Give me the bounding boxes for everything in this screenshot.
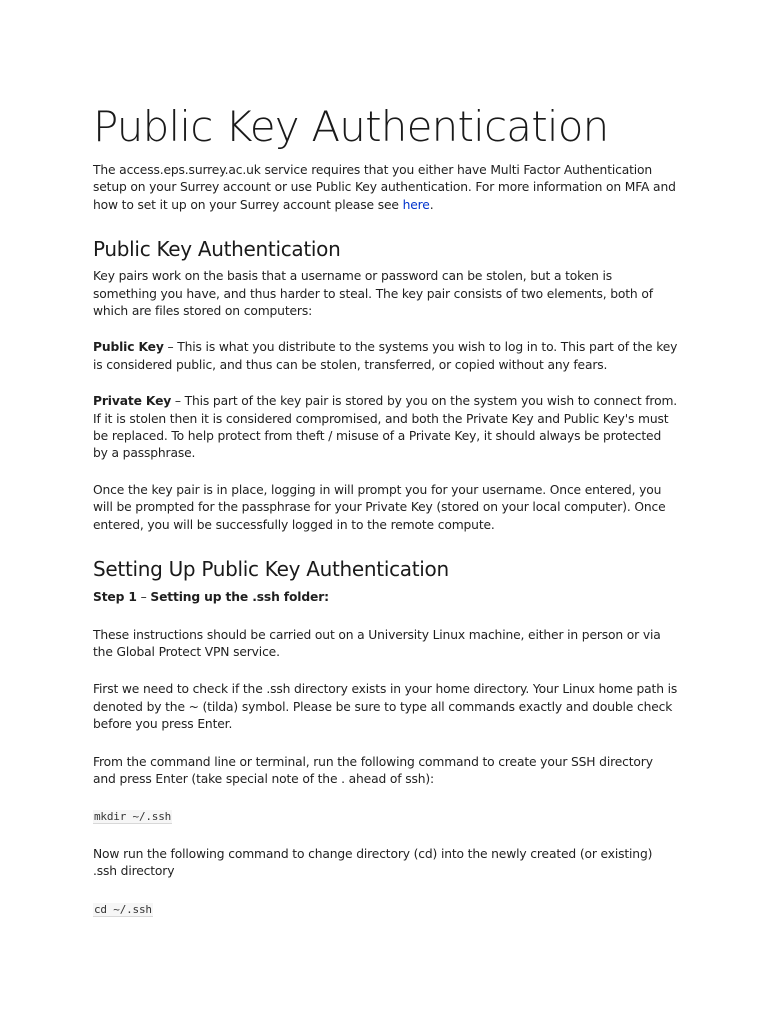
section-heading-setup: Setting Up Public Key Authentication bbox=[93, 557, 449, 582]
login-flow-paragraph: Once the key pair is in place, logging in will prompt you for your username. Once entered, you will be prompted for the passphrase for your Private Key (stored on your local computer). Once entered, you will be successfully logged in to the remote compute. bbox=[93, 482, 666, 532]
public-key-desc: – This is what you distribute to the systems you wish to log in to. This part of the key is considered public, and thus can be stolen, transferred, or copied without any fears. bbox=[93, 340, 678, 372]
key-pairs-paragraph: Key pairs work on the basis that a username or password can be stolen, but a token is something you have, and thus harder to steal. The key pair consists of two elements, both of which are files stored on computers: bbox=[93, 269, 653, 319]
intro-paragraph bbox=[93, 162, 678, 214]
create-directory-paragraph: From the command line or terminal, run the following command to create your SSH directory and press Enter (take special note of the . ahead of ssh): bbox=[93, 754, 653, 786]
private-key-desc: – This part of the key pair is stored by you on the system you wish to connect from. If it is stolen then it is considered compromised, and both the Private Key and Public Key's must be replaced. To help protect from theft / misuse of a Private Key, it should always be protected by a passphrase. bbox=[93, 394, 678, 461]
mfa-info-link[interactable]: here bbox=[402, 197, 430, 212]
step1-label: Step 1 bbox=[93, 590, 137, 605]
document-page bbox=[93, 98, 678, 918]
private-key-paragraph bbox=[93, 393, 678, 463]
mkdir-command-line bbox=[93, 808, 678, 825]
step1-title: Setting up the .ssh folder: bbox=[150, 590, 329, 605]
public-key-paragraph bbox=[93, 339, 678, 374]
mkdir-command[interactable]: mkdir ~/.ssh bbox=[94, 810, 172, 824]
intro-text: The access.eps.surrey.ac.uk service requires that you either have Multi Factor Authentication setup on your Surrey account or use Public Key authentication. For more information on MFA and how to set it up on your Surrey account please see bbox=[93, 163, 676, 212]
step1-dash: – bbox=[136, 590, 151, 605]
instructions-paragraph: These instructions should be carried out on a University Linux machine, either in person or via the Global Protect VPN service. bbox=[93, 627, 661, 659]
change-directory-paragraph: Now run the following command to change directory (cd) into the newly created (or existing) .ssh directory bbox=[93, 846, 653, 879]
step1-heading bbox=[93, 589, 678, 606]
private-key-term: Private Key bbox=[93, 394, 172, 409]
intro-after: . bbox=[429, 197, 434, 212]
section-heading-public-key: Public Key Authentication bbox=[93, 237, 341, 262]
cd-command[interactable]: cd ~/.ssh bbox=[94, 902, 152, 916]
page-title: Public Key Authentication bbox=[93, 102, 609, 151]
public-key-term: Public Key bbox=[93, 340, 164, 355]
check-directory-paragraph: First we need to check if the .ssh directory exists in your home directory. Your Linux home path is denoted by the ~ (tilda) symbol. Please be sure to type all commands exactly and double check before you press Enter. bbox=[93, 682, 678, 732]
cd-command-line bbox=[93, 901, 678, 918]
